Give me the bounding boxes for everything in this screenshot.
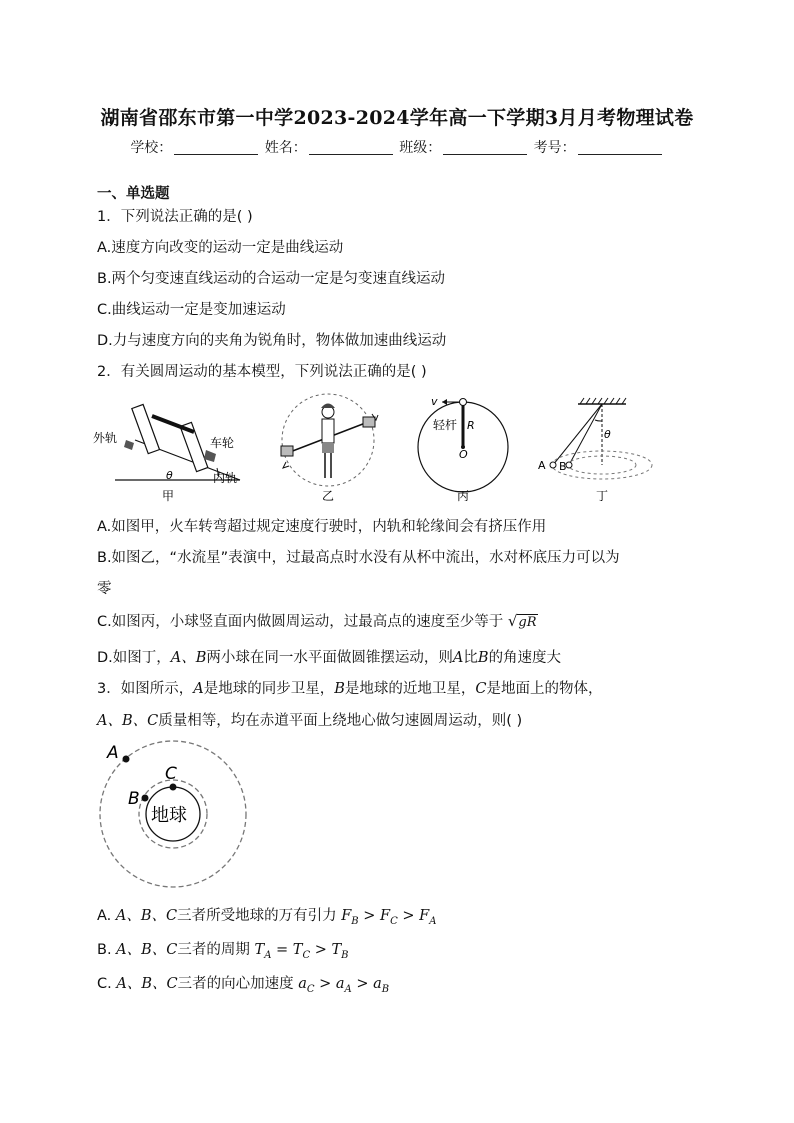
- class-label: 班级：: [399, 140, 442, 156]
- name-label: 姓名：: [264, 140, 307, 156]
- q3-c-vars: A、B、C: [116, 976, 178, 992]
- q2-d-b: B: [477, 650, 489, 666]
- q3-line2-text: 质量相等，均在赤道平面上绕地心做匀速圆周运动，则( ): [158, 713, 523, 729]
- q2-option-d: [97, 646, 561, 667]
- caption-ding: 丁: [596, 489, 609, 503]
- q1-option-d: D.力与速度方向的夹角为锐角时，物体做加速曲线运动: [97, 333, 447, 349]
- q3-b-vars: A、B、C: [116, 942, 178, 958]
- school-label: 学校：: [130, 140, 173, 156]
- orbit-c-label: C: [165, 764, 177, 784]
- q2-figures: [90, 390, 670, 508]
- velocity-label: v: [431, 395, 438, 408]
- q3-a-expr: $F_B > F_C > F_A$: [341, 908, 437, 927]
- inner-rail-label: 内轨: [213, 471, 238, 485]
- q2-option-b-line2: 零: [97, 581, 112, 597]
- figure-yi-water-meteor: [281, 394, 378, 503]
- q3-b-text: 三者的周期: [177, 942, 250, 958]
- sqrt-gr: gR: [518, 615, 537, 630]
- orbit-a-label: A: [107, 743, 119, 763]
- q3-option-b: [97, 938, 349, 961]
- q3-a-text: 三者所受地球的万有引力: [177, 908, 337, 924]
- rod-label: 轻杆: [433, 418, 458, 432]
- q3-c-text: 三者的向心加速度: [177, 976, 294, 992]
- ball-b-label: B: [559, 460, 567, 473]
- figure-jia-banked-track: [93, 404, 240, 503]
- q3-c-pre: C.: [97, 976, 117, 992]
- q3-b-pre: B.: [97, 942, 117, 958]
- class-blank[interactable]: [443, 140, 527, 155]
- ball-a-label: A: [538, 459, 546, 472]
- q3-var-b: B: [334, 681, 345, 697]
- q3-t2: 是地球的近地卫星，: [344, 681, 476, 697]
- q1-option-c: C.曲线运动一定是变加速运动: [97, 302, 286, 318]
- q3-orbit-figure: [95, 738, 265, 893]
- exam-no-blank[interactable]: [578, 140, 662, 155]
- caption-bing: 丙: [457, 489, 470, 503]
- q3-option-a: [97, 904, 436, 927]
- orbit-b-label: B: [128, 789, 140, 809]
- caption-yi: 乙: [322, 489, 335, 503]
- q3-var-c: C: [475, 681, 487, 697]
- school-blank[interactable]: [174, 140, 258, 155]
- q1-stem: 1．下列说法正确的是( ): [97, 209, 253, 225]
- q3-stem-line1: [97, 677, 602, 698]
- q2-option-a: A.如图甲，火车转弯超过规定速度行驶时，内轨和轮缘间会有挤压作用: [97, 519, 547, 535]
- q2-stem: 2．有关圆周运动的基本模型，下列说法正确的是( ): [97, 364, 427, 380]
- q2-d-mid: 两小球在同一水平面做圆锥摆运动，则: [206, 650, 453, 666]
- q3-t1: 是地球的同步卫星，: [203, 681, 335, 697]
- name-blank[interactable]: [309, 140, 393, 155]
- wheel-label: 车轮: [210, 436, 235, 450]
- q3-a-pre: A.: [97, 908, 116, 924]
- figure-bing-light-rod: [418, 395, 508, 503]
- q3-var-a: A: [193, 681, 204, 697]
- radius-label: R: [467, 419, 475, 432]
- theta-label-ding: θ: [604, 428, 611, 441]
- q2-d-a: A: [452, 650, 464, 666]
- center-label: O: [459, 448, 468, 461]
- q3-option-c: [97, 972, 389, 995]
- q3-stem-line2: [97, 709, 522, 730]
- outer-rail-label: 外轨: [93, 431, 118, 445]
- caption-jia: 甲: [162, 489, 175, 503]
- q2-d-bi: 比: [463, 650, 478, 666]
- q2-d-pre: D.如图丁，: [97, 650, 171, 666]
- q1-option-a: A.速度方向改变的运动一定是曲线运动: [97, 240, 344, 256]
- q2-option-c: C.如图丙，小球竖直面内做圆周运动，过最高点的速度至少等于 √gR: [97, 612, 537, 630]
- q2-d-post: 的角速度大: [488, 650, 562, 666]
- q3-a-vars: A、B、C: [115, 908, 178, 924]
- exam-no-label: 考号：: [533, 140, 576, 156]
- figure-ding-conical-pendulum: [538, 398, 652, 503]
- student-info-line: [0, 137, 794, 157]
- q3-c-expr: $a_C > a_A > a_B$: [298, 976, 390, 995]
- theta-label-jia: θ: [166, 469, 173, 482]
- q2-d-vars: A、B: [170, 650, 207, 666]
- q3-stem-pre: 3．如图所示，: [97, 681, 194, 697]
- q3-t3: 是地面上的物体，: [486, 681, 603, 697]
- q2-option-b-line1: B.如图乙，“水流星”表演中，过最高点时水没有从杯中流出，水对杯底压力可以为: [97, 550, 620, 566]
- q3-b-expr: $T_A = T_C > T_B$: [254, 942, 349, 961]
- section-heading: 一、单选题: [97, 186, 170, 202]
- earth-label: 地球: [151, 805, 187, 826]
- q3-line2-vars: A、B、C: [97, 713, 159, 729]
- q2-option-c-text: C.如图丙，小球竖直面内做圆周运动，过最高点的速度至少等于: [97, 614, 504, 630]
- page-title: 湖南省邵东市第一中学2023-2024学年高一下学期3月月考物理试卷: [100, 107, 694, 129]
- q1-option-b: B.两个匀变速直线运动的合运动一定是匀变速直线运动: [97, 271, 446, 287]
